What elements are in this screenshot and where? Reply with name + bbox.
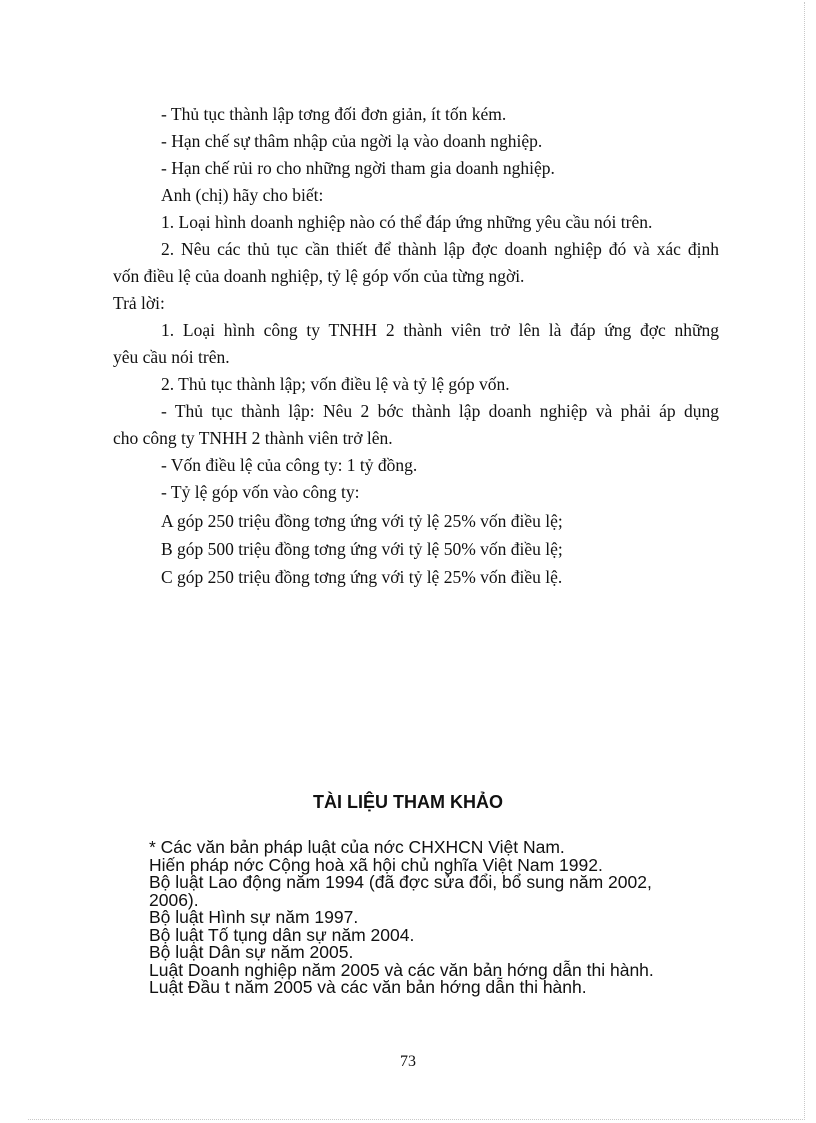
body-line: - Hạn chế rủi ro cho những ngời tham gia doanh nghiệp. xyxy=(161,158,555,178)
question-2-line-1: 2. Nêu các thủ tục cần thiết để thành lập đợc doanh nghiệp đó và xác định xyxy=(161,239,719,259)
reference-item: 2006). xyxy=(149,889,199,910)
answer-2: 2. Thủ tục thành lập; vốn điều lệ và tỷ lệ góp vốn. xyxy=(161,374,510,394)
question-1: 1. Loại hình doanh nghiệp nào có thể đáp ứng những yêu cầu nói trên. xyxy=(161,212,653,232)
references-title: TÀI LIỆU THAM KHẢO xyxy=(313,792,503,812)
body-line: Anh (chị) hãy cho biết: xyxy=(161,185,324,205)
page-border-right xyxy=(804,2,805,1118)
page-number: 73 xyxy=(400,1053,416,1070)
answer-ratio-b: B góp 500 triệu đồng tơng ứng với tỷ lệ 50% vốn điều lệ; xyxy=(161,539,563,559)
reference-item: Bộ luật Lao động năm 1994 (đã đợc sửa đổi, bổ sung năm 2002, xyxy=(149,872,652,892)
reference-item: Bộ luật Tố tụng dân sự năm 2004. xyxy=(149,924,415,945)
reference-item: Bộ luật Dân sự năm 2005. xyxy=(149,942,354,962)
answer-ratio-a: A góp 250 triệu đồng tơng ứng với tỷ lệ 25% vốn điều lệ; xyxy=(161,511,563,531)
answer-1-line-2: yêu cầu nói trên. xyxy=(113,347,230,367)
reference-item: Luật Đầu t năm 2005 và các văn bản hớng dẫn thi hành. xyxy=(149,977,587,997)
references-list xyxy=(149,839,654,997)
page-border-bottom xyxy=(28,1119,805,1120)
answer-3-line-2: cho công ty TNHH 2 thành viên trở lên. xyxy=(113,428,393,448)
reference-item: Bộ luật Hình sự năm 1997. xyxy=(149,907,359,927)
body-line: - Thủ tục thành lập tơng đối đơn giản, ít tốn kém. xyxy=(161,104,507,124)
answer-ratio-label: - Tỷ lệ góp vốn vào công ty: xyxy=(161,482,360,502)
reference-item: Luật Doanh nghiệp năm 2005 và các văn bản hớng dẫn thi hành. xyxy=(149,959,654,980)
answer-1-line-1: 1. Loại hình công ty TNHH 2 thành viên trở lên là đáp ứng đợc những xyxy=(161,320,719,340)
question-2-line-2: vốn điều lệ của doanh nghiệp, tỷ lệ góp vốn của từng ngời. xyxy=(113,266,525,286)
body-line: - Hạn chế sự thâm nhập của ngời lạ vào doanh nghiệp. xyxy=(161,131,543,151)
answer-3-line-1: - Thủ tục thành lập: Nêu 2 bớc thành lập doanh nghiệp và phải áp dụng xyxy=(161,401,719,421)
reference-item: Hiến pháp nớc Cộng hoà xã hội chủ nghĩa Việt Nam 1992. xyxy=(149,854,603,875)
answer-ratio-c: C góp 250 triệu đồng tơng ứng với tỷ lệ 25% vốn điều lệ. xyxy=(161,567,563,587)
answer-label: Trả lời: xyxy=(113,293,165,313)
answer-capital: - Vốn điều lệ của công ty: 1 tỷ đồng. xyxy=(161,455,418,475)
reference-item: * Các văn bản pháp luật của nớc CHXHCN Việt Nam. xyxy=(149,837,565,857)
